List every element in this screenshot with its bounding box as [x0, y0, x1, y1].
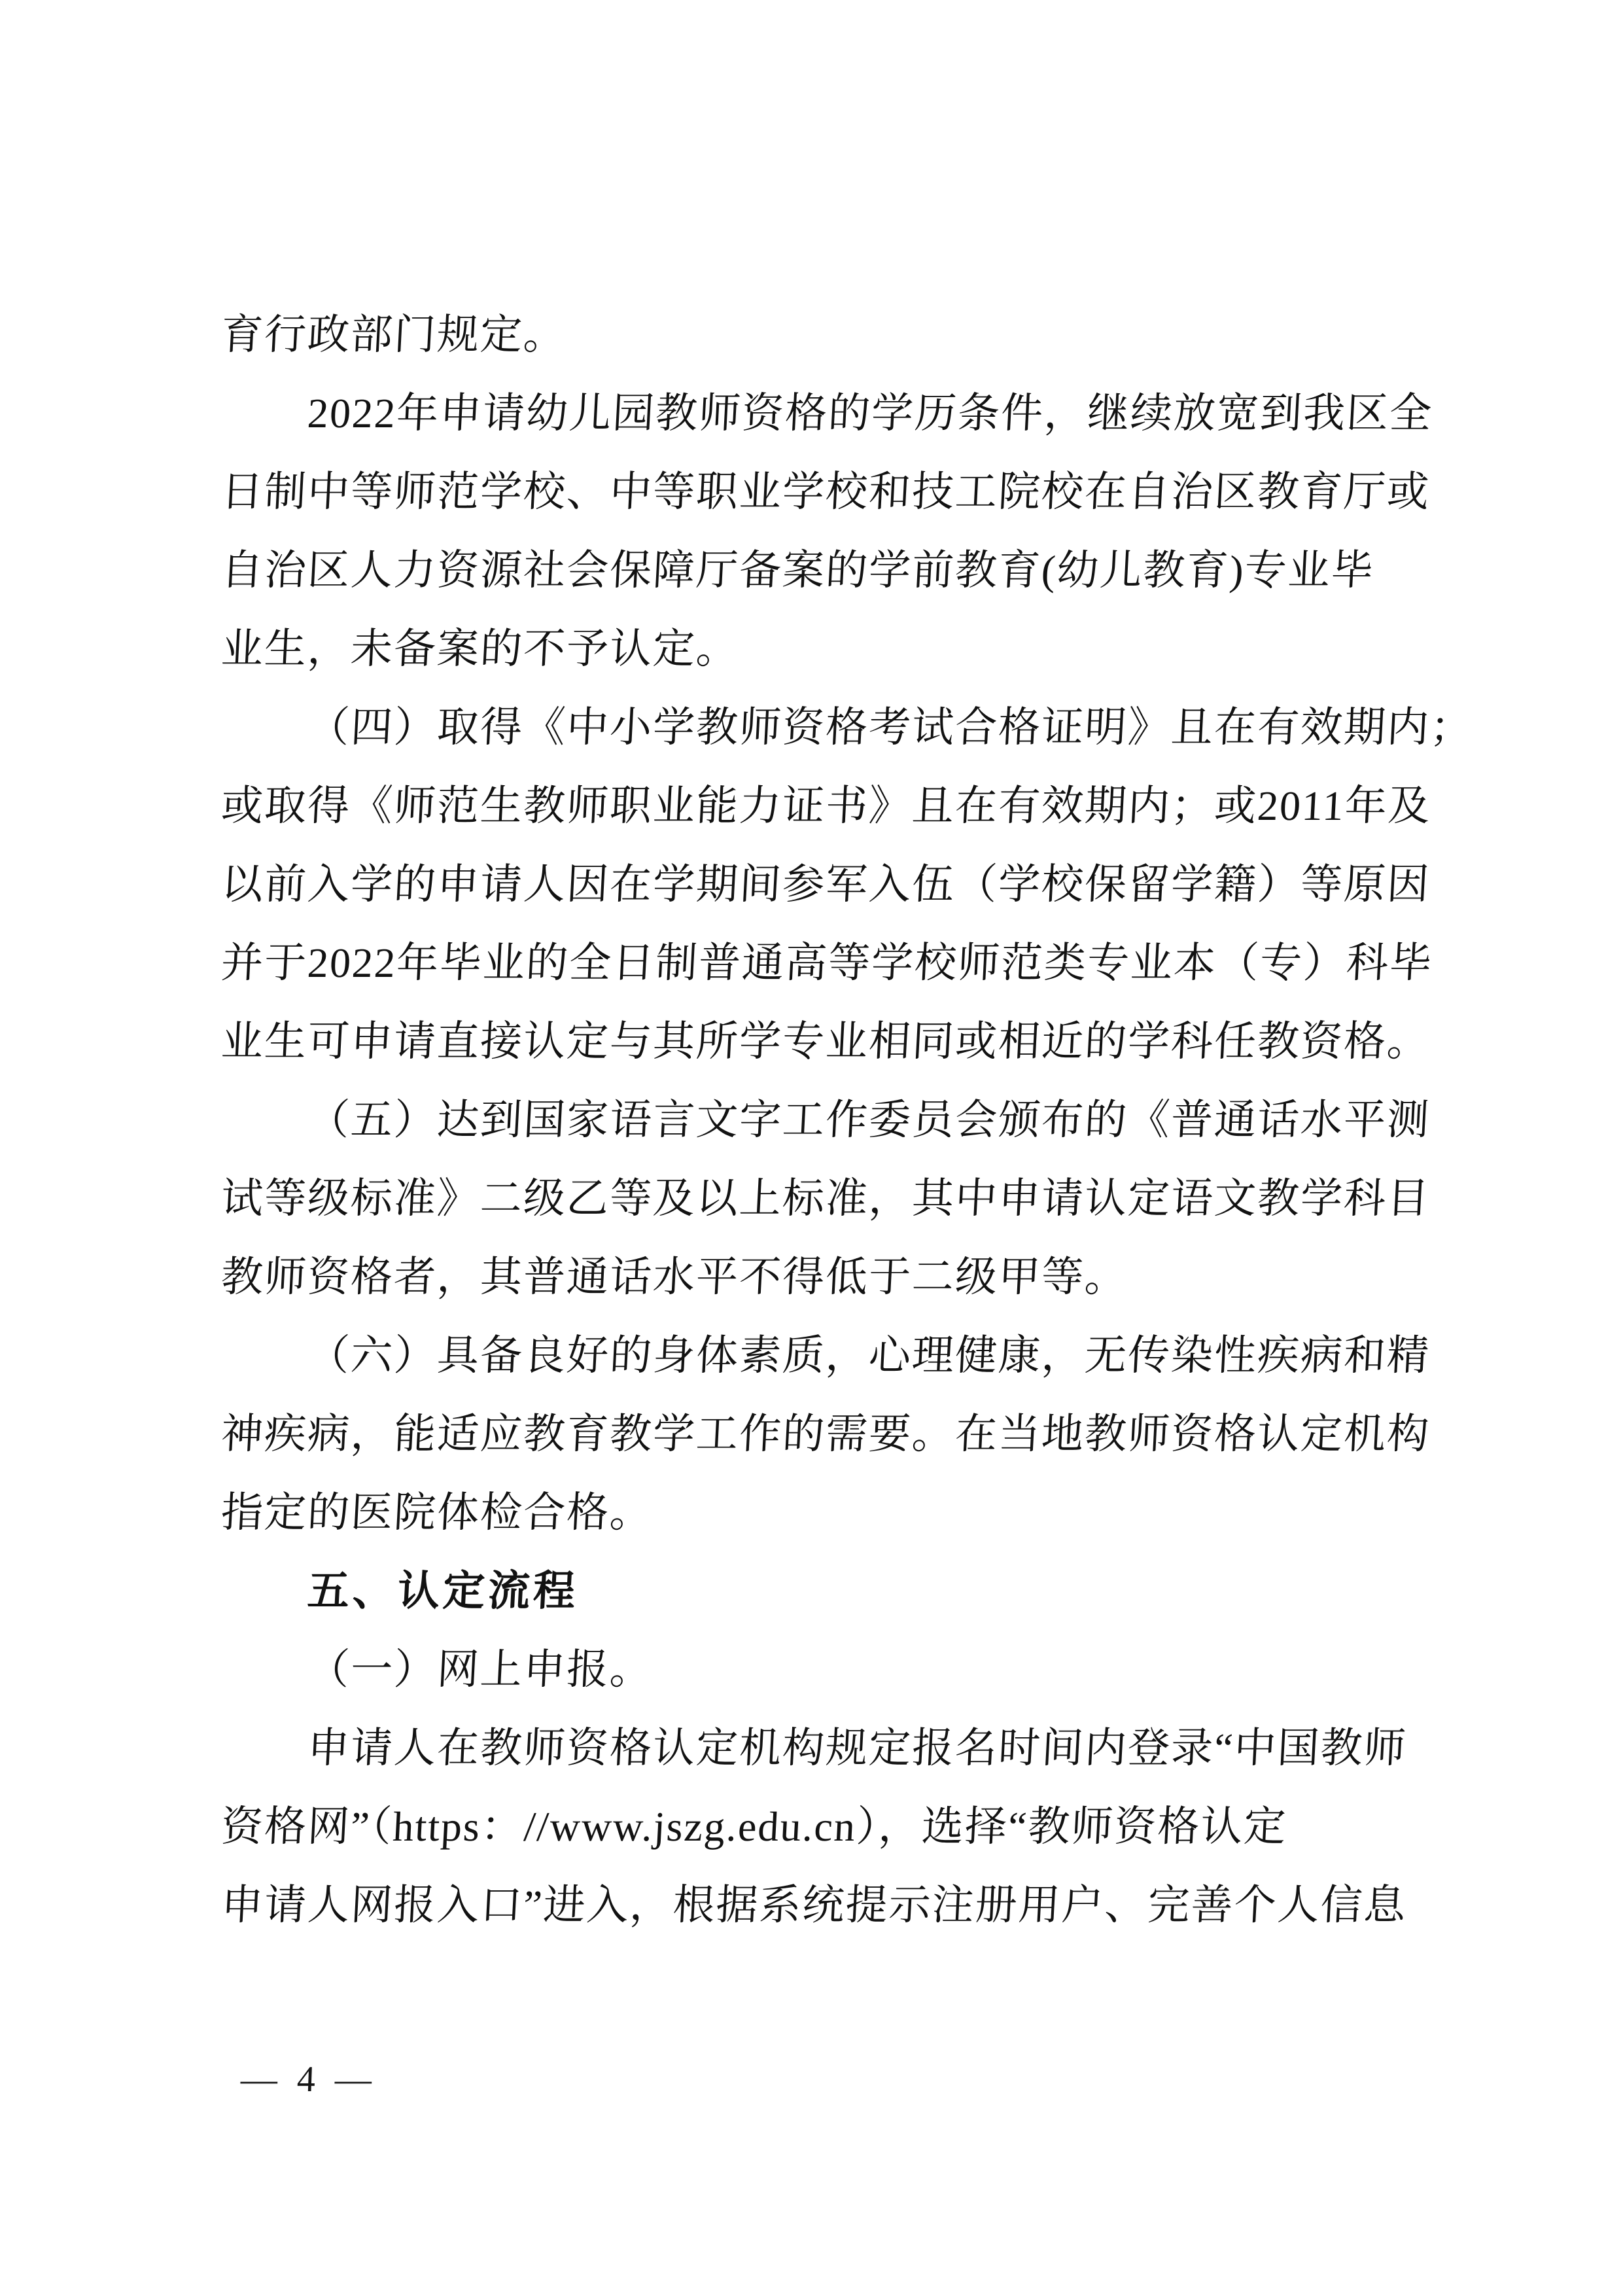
section-heading: 五、认定流程	[306, 1567, 580, 1616]
text-line: 以前入学的申请人因在学期间参军入伍（学校保留学籍）等原因	[220, 861, 1432, 908]
text-line: 自治区人力资源社会保障厅备案的学前教育(幼儿教育)专业毕	[220, 547, 1376, 593]
text-line: 申请人在教师资格认定机构规定报名时间内登录“中国教师	[306, 1725, 1408, 1771]
text-line: （四）取得《中小学教师资格考试合格证明》且在有效期内；	[306, 704, 1475, 751]
text-line: （六）具备良好的身体素质，心理健康，无传染性疾病和精	[306, 1332, 1432, 1379]
text-line: 或取得《师范生教师职业能力证书》且在有效期内；或2011年及	[220, 783, 1433, 829]
text-line: 指定的医院体检合格。	[220, 1489, 655, 1536]
text-line: 申请人网报入口”进入，根据系统提示注册用户、完善个人信息	[220, 1882, 1408, 1928]
page-number: — 4 —	[239, 2059, 378, 2100]
text-line: 2022年申请幼儿园教师资格的学历条件，继续放宽到我区全	[306, 390, 1435, 436]
text-line: 试等级标准》二级乙等及以上标准，其中申请认定语文教学科目	[220, 1175, 1432, 1222]
text-line: 业生，未备案的不予认定。	[220, 626, 741, 672]
text-line: 教师资格者，其普通话水平不得低于二级甲等。	[220, 1254, 1130, 1300]
text-line: 资格网”（https：//www.jszg.edu.cn），选择“教师资格认定	[220, 1803, 1289, 1850]
text-block	[219, 296, 1475, 1945]
text-line: 神疾病，能适应教育教学工作的需要。在当地教师资格认定机构	[220, 1411, 1432, 1457]
text-line: 日制中等师范学校、中等职业学校和技工院校在自治区教育厅或	[220, 468, 1432, 515]
text-line: （一）网上申报。	[306, 1646, 655, 1693]
text-line: 育行政部门规定。	[220, 311, 568, 358]
text-line: 业生可申请直接认定与其所学专业相同或相近的学科任教资格。	[220, 1018, 1432, 1065]
text-line: 并于2022年毕业的全日制普通高等学校师范类专业本（专）科毕	[220, 940, 1435, 986]
text-line: （五）达到国家语言文字工作委员会颁布的《普通话水平测	[306, 1097, 1432, 1143]
